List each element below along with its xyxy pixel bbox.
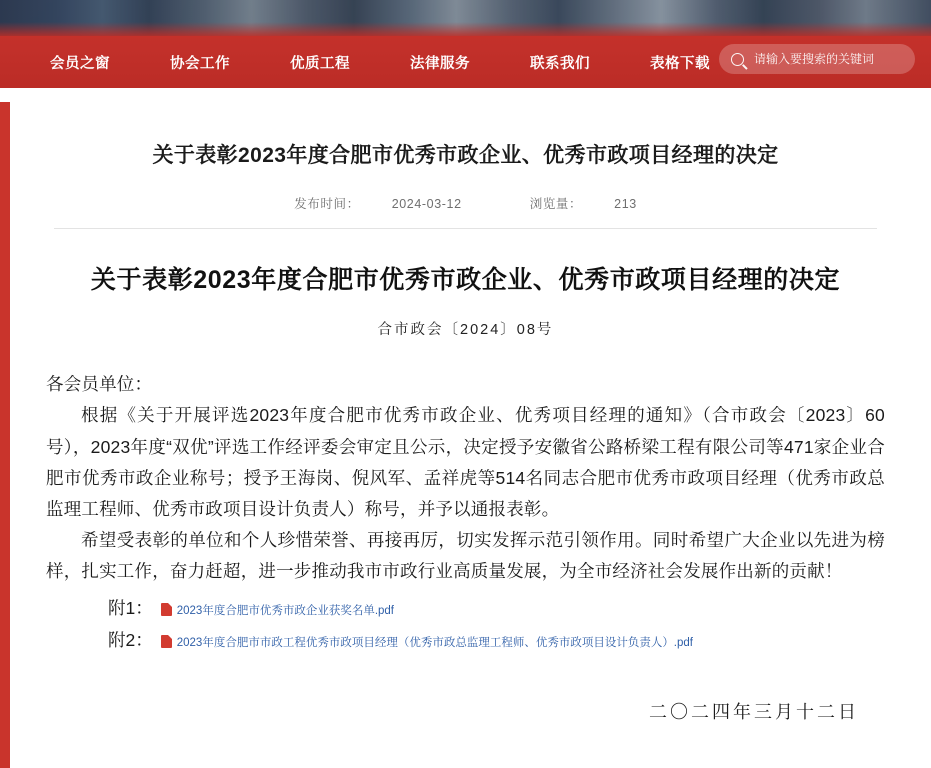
view-count-value: 213 <box>614 196 637 211</box>
nav-item-association-work[interactable]: 协会工作 <box>170 55 230 72</box>
article-page <box>0 102 931 724</box>
nav-item-form-download[interactable]: 表格下载 <box>650 55 710 72</box>
view-count <box>514 197 653 211</box>
nav-item-quality-projects[interactable]: 优质工程 <box>290 55 350 72</box>
search-input[interactable] <box>752 51 911 67</box>
article-content <box>0 102 931 724</box>
search-box[interactable] <box>719 44 915 74</box>
meta-divider <box>54 228 877 229</box>
attachment-list <box>46 595 885 652</box>
publish-time-label: 发布时间： <box>294 196 360 211</box>
attachment-row <box>108 595 885 620</box>
nav-item-contact-us[interactable]: 联系我们 <box>530 55 590 72</box>
nav-item-legal-services[interactable]: 法律服务 <box>410 55 470 72</box>
document-title: 关于表彰2023年度合肥市优秀市政企业、优秀市政项目经理的决定 <box>90 265 841 294</box>
document-number: 合市政会〔2024〕08号 <box>377 322 554 339</box>
signature-date: 二〇二四年三月十二日 <box>649 702 859 723</box>
publish-time-value: 2024-03-12 <box>391 196 462 211</box>
search-icon <box>731 53 744 66</box>
attachment-label: 附1： <box>108 598 153 619</box>
attachment-label: 附2： <box>108 629 153 650</box>
article-meta <box>46 194 885 212</box>
publish-time <box>278 197 477 211</box>
attachment-link[interactable]: 2023年度合肥市市政工程优秀市政项目经理（优秀市政总监理工程师、优秀市政项目设计负责人）.pdf <box>176 636 693 649</box>
view-count-label: 浏览量： <box>529 196 583 211</box>
paragraph-2: 希望受表彰的单位和个人珍惜荣誉、再接再厉，切实发挥示范引领作用。同时希望广大企业以先进为榜样，扎实工作，奋力赶超，进一步推动我市市政行业高质量发展，为全市经济社会发展作出新的贡献！ <box>46 530 885 582</box>
pdf-icon <box>161 603 172 616</box>
banner-photo <box>0 0 931 36</box>
main-navigation <box>0 36 931 88</box>
paragraph-salutation: 各会员单位： <box>46 374 153 395</box>
page-title: 关于表彰2023年度合肥市优秀市政企业、优秀市政项目经理的决定 <box>152 144 779 168</box>
attachment-row <box>108 627 885 652</box>
left-accent-rail <box>0 102 10 768</box>
nav-item-members[interactable]: 会员之窗 <box>50 55 110 72</box>
paragraph-1: 根据《关于开展评选2023年度合肥市优秀市政企业、优秀项目经理的通知》（合市政会〔2023〕60号），2023年度“双优”评选工作经评委会审定且公示，决定授予安徽省公路桥梁工程有限公司等471家企业合肥市优秀市政企业称号；授予王海岗、倪风军、孟祥虎等514名同志合肥市优秀市政项目经理（优秀市政总监理工程师、优秀市政项目设计负责人）称号，并予以通报表彰。 <box>46 405 885 519</box>
attachment-link[interactable]: 2023年度合肥市优秀市政企业获奖名单.pdf <box>176 605 394 618</box>
pdf-icon <box>161 635 172 648</box>
site-banner <box>0 0 931 88</box>
document-body <box>46 369 885 587</box>
